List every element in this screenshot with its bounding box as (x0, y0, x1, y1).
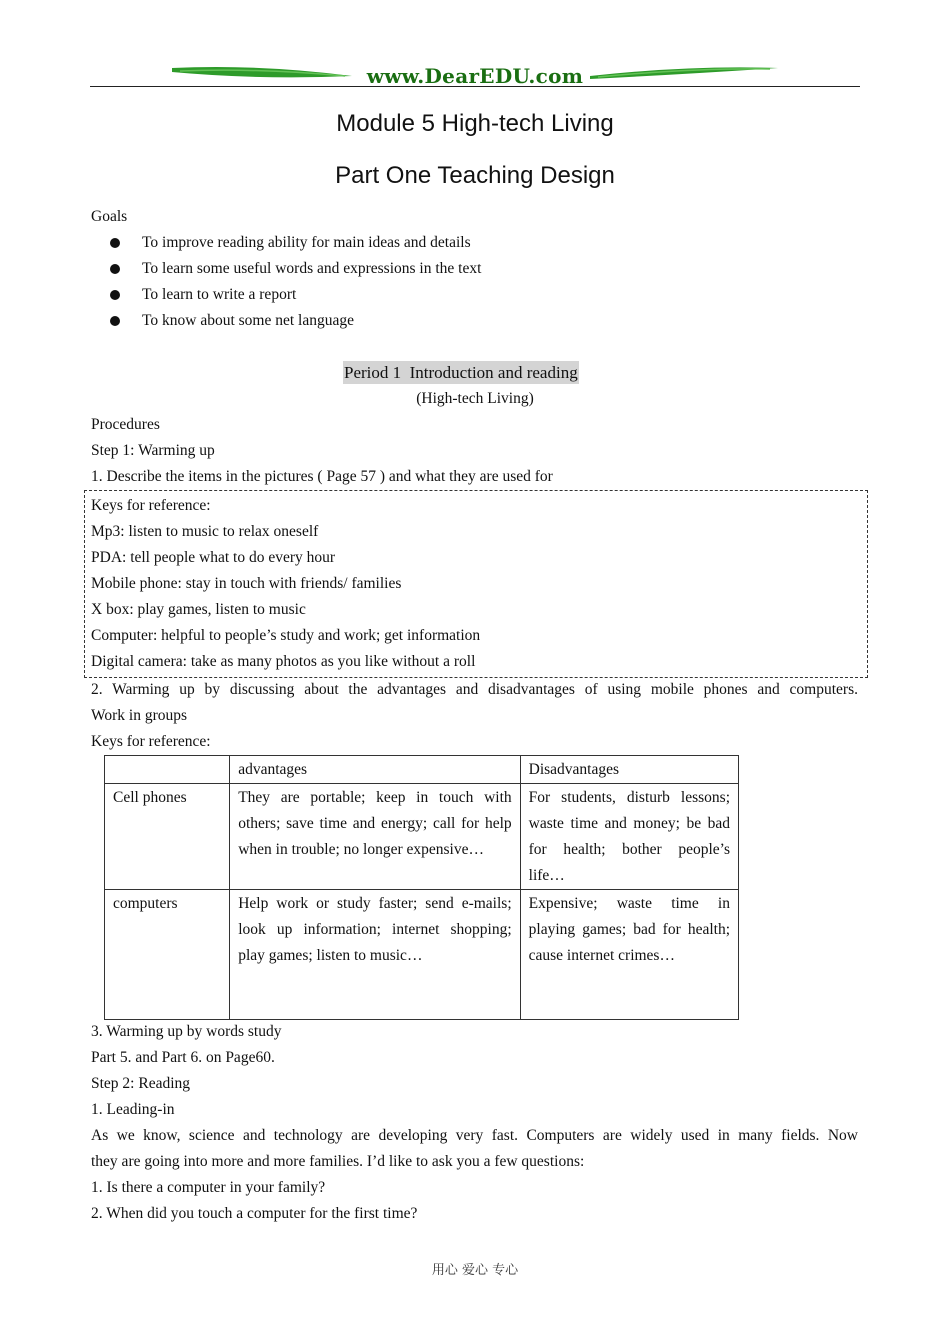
bullet-icon (110, 238, 120, 248)
key-line: Digital camera: take as many photos as you like without a roll (91, 653, 476, 670)
row-label: Cell phones (105, 784, 230, 890)
table-header-cell: advantages (230, 756, 520, 784)
leading-in-heading: 1. Leading-in (91, 1101, 175, 1118)
disadvantages-cell: Expensive; waste time in playing games; bad for health; cause internet crimes… (520, 890, 738, 1020)
leading-in-paragraph: As we know, science and technology are developing very fast. Computers are widely used in many fields. Now (91, 1127, 858, 1144)
bullet-icon (110, 290, 120, 300)
goals-heading: Goals (91, 208, 128, 225)
table-row (105, 890, 739, 1020)
warming-item-1: 1. Describe the items in the pictures ( Page 57 ) and what they are used for (91, 468, 553, 485)
page-footer: 用心 爱心 专心 (431, 1263, 519, 1278)
module-title: Module 5 High-tech Living (336, 110, 614, 137)
bullet-icon (110, 316, 120, 326)
question-2: 2. When did you touch a computer for the first time? (91, 1205, 418, 1222)
bullet-icon (110, 264, 120, 274)
key-line: X box: play games, listen to music (91, 601, 306, 618)
disadvantages-cell: For students, disturb lessons; waste time and money; be bad for health; bother people’s life… (520, 784, 738, 890)
key-line: PDA: tell people what to do every hour (91, 549, 336, 566)
table-header-cell: Disadvantages (520, 756, 738, 784)
question-1: 1. Is there a computer in your family? (91, 1179, 326, 1196)
part-reference: Part 5. and Part 6. on Page60. (91, 1049, 275, 1066)
advantages-table (104, 755, 739, 1020)
table-header-cell (105, 756, 230, 784)
key-line: Mobile phone: stay in touch with friends/ families (91, 575, 402, 592)
key-line: Mp3: listen to music to relax oneself (91, 523, 319, 540)
keys-reference-box (84, 490, 868, 678)
step-1-heading: Step 1: Warming up (91, 442, 215, 459)
period-subtitle: (High-tech Living) (416, 390, 534, 407)
site-url: www.DearEDU.com (366, 64, 584, 88)
header-rule (90, 86, 860, 87)
advantages-cell: Help work or study faster; send e-mails; look up information; internet shopping; play games; listen to music… (230, 890, 520, 1020)
keys-heading: Keys for reference: (91, 497, 211, 514)
table-row (105, 784, 739, 890)
key-line: Computer: helpful to people’s study and work; get information (91, 627, 481, 644)
site-banner (90, 62, 860, 92)
warming-item-3: 3. Warming up by words study (91, 1023, 282, 1040)
row-label: computers (105, 890, 230, 1020)
document-page: www.DearEDU.com Module 5 High-tech Living Part One Teaching Design Goals To improve reading ability for main ideas and details To learn some useful words and expressions in the text To learn to write a report To know about some net language Period 1 Introduction and reading (High-tech Living) Procedures Step 1: Warming up 1. Describe the items in the pictures ( Page 57 ) and what they are used for Keys for reference: Mp3: listen to music to relax oneself PDA: tell people what to do every hour Mobile phone: stay in touch with friends/ families X box: play games, listen to music Computer: helpful to people’s study and work; get information Digital camera: take as many photos as you like without a roll 2. Warming up by discussing about the advantages and disadvantages of using mobile phones and computers. Work in groups Keys for reference: advantages Disadvantages Cell phones They are portable; keep in touch with others; save time and energy; call for help when in trouble; no longer expensive… For students, disturb lessons; waste time and money; be bad for health; bother people’s life… computers Help work or study faster; send e-mails; look up information; internet shopping; play games; listen to music… Expensive; waste time in playing games; bad for health; cause internet crimes… 3. Warming up by words study Part 5. and Part 6. on Page60. Step 2: Reading 1. Leading-in As we know, science and technology are developing very fast. Computers are widely used in many fields. Now they are going into more and more families. I’d like to ask you a few questions: 1. Is there a computer in your family? 2. When did you touch a computer for the first time? 用心 爱心 专心 (0, 0, 950, 1344)
step-2-heading: Step 2: Reading (91, 1075, 191, 1092)
keys-label: Keys for reference: (91, 733, 211, 750)
leading-in-paragraph-cont: they are going into more and more families. I’d like to ask you a few questions: (91, 1153, 585, 1170)
advantages-cell: They are portable; keep in touch with others; save time and energy; call for help when in trouble; no longer expensive… (230, 784, 520, 890)
part-title: Part One Teaching Design (335, 162, 615, 189)
procedures-heading: Procedures (91, 416, 160, 433)
period-title: Period 1 Introduction and reading (344, 363, 578, 382)
table-header-row (105, 756, 739, 784)
warming-item-2: 2. Warming up by discussing about the advantages and disadvantages of using mobile phones and computers. (91, 681, 858, 698)
warming-item-2-cont: Work in groups (91, 707, 188, 724)
